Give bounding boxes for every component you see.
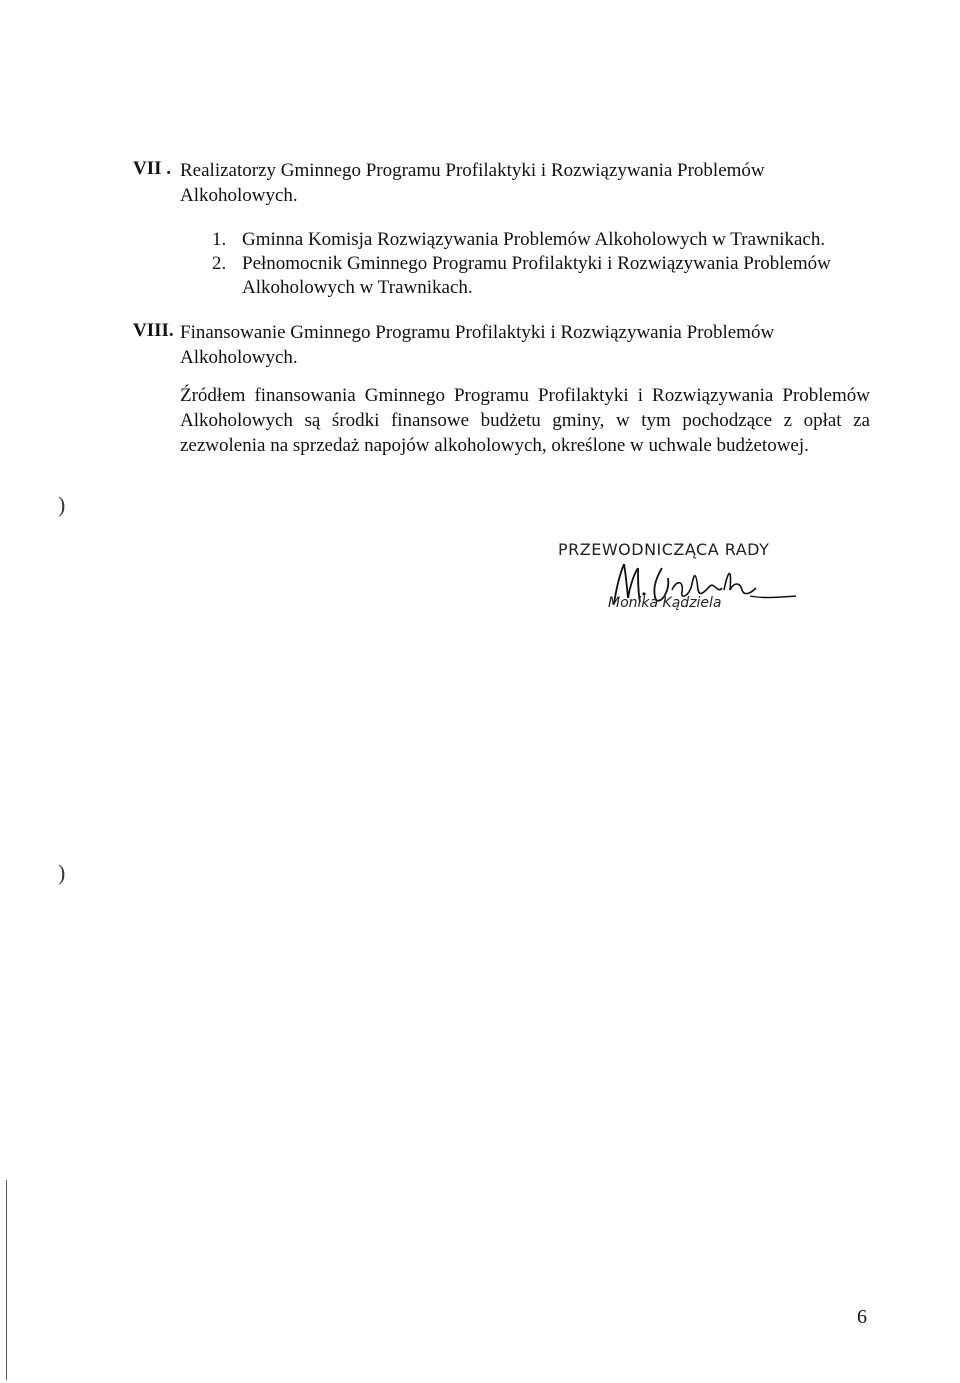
section-viii-heading-line1: Finansowanie Gminnego Programu Profilaktyki i Rozwiązywania Problemów: [180, 322, 775, 343]
list-item: [212, 228, 882, 252]
page-number: 6: [857, 1306, 867, 1328]
stamp-name: Monika Kądziela: [608, 595, 722, 611]
section-vii-heading-line2: Alkoholowych.: [180, 185, 298, 206]
stamp-title: PRZEWODNICZĄCA RADY: [558, 540, 770, 559]
list-item-text: Gminna Komisja Rozwiązywania Problemów Alkoholowych w Trawnikach.: [242, 229, 826, 250]
margin-mark: ): [58, 492, 66, 517]
list-item: [212, 252, 882, 300]
list-item-number: 1.: [212, 229, 227, 250]
section-vii-heading-line1: Realizatorzy Gminnego Programu Profilaktyki i Rozwiązywania Problemów: [180, 160, 765, 181]
margin-mark: ): [58, 860, 66, 885]
financing-paragraph: Źródłem finansowania Gminnego Programu Profilaktyki i Rozwiązywania Problemów Alkoholowych są środki finansowe budżetu gminy, w tym pochodzące z opłat za zezwolenia na sprzedaż napojów alkoholowych, określone w uchwale budżetowej.: [180, 385, 870, 456]
section-viii-number: VIII.: [133, 320, 174, 341]
page-edge-line: [6, 1180, 7, 1380]
section-vii-heading: [180, 158, 880, 208]
section-viii-heading: [180, 320, 880, 370]
section-vii-list: [212, 228, 882, 300]
section-vii-number: VII .: [133, 158, 172, 179]
list-item-text: Pełnomocnik Gminnego Programu Profilaktyki i Rozwiązywania Problemów Alkoholowych w Trawnikach.: [242, 253, 831, 298]
section-viii-heading-line2: Alkoholowych.: [180, 347, 298, 368]
list-item-number: 2.: [212, 253, 227, 274]
